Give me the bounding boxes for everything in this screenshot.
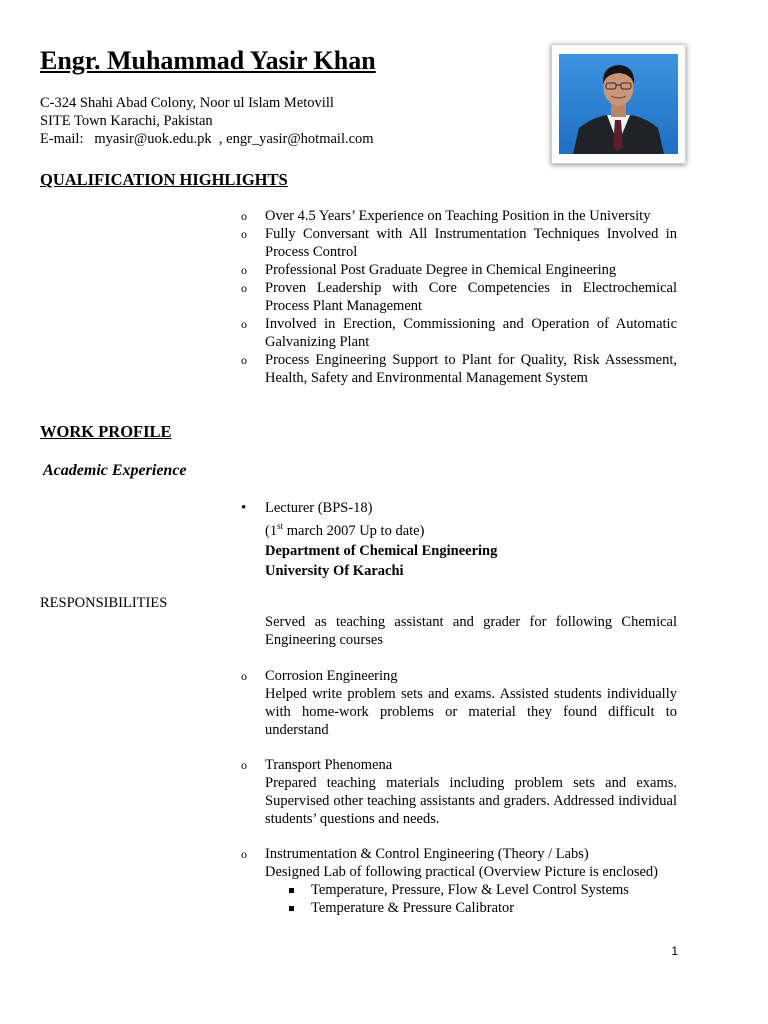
list-item: o Over 4.5 Years’ Experience on Teaching Position in the University [241, 208, 651, 224]
list-item: Temperature, Pressure, Flow & Level Control Systems [287, 881, 677, 899]
circle-bullet-icon: o [241, 317, 247, 331]
qualification-list [241, 207, 677, 387]
email-line [40, 130, 374, 148]
circle-bullet-icon: o [241, 353, 247, 367]
list-item [241, 499, 677, 580]
course-description: Prepared teaching materials including problem sets and exams. Supervised other teaching assistants and graders. Addressed individual students’ questions and needs. [265, 775, 677, 827]
position-dates: (1st march 2007 Up to date) [265, 521, 425, 539]
course-item [241, 845, 677, 917]
list-item: o Process Engineering Support to Plant for Quality, Risk Assessment, Health, Safety and Environmental Management System [241, 352, 677, 386]
email-addresses[interactable]: myasir@uok.edu.pk , engr_yasir@hotmail.com [94, 131, 374, 147]
list-item: o Professional Post Graduate Degree in Chemical Engineering [241, 262, 617, 278]
responsibilities-label: RESPONSIBILITIES [40, 595, 168, 611]
lab-list [241, 881, 677, 917]
page-number: 1 [671, 944, 678, 958]
profile-photo [551, 44, 686, 164]
circle-bullet-icon: o [241, 227, 247, 241]
candidate-name: Engr. Muhammad Yasir Khan [40, 46, 376, 75]
circle-bullet-icon: o [241, 758, 247, 772]
list-item: o Involved in Erection, Commissioning and Operation of Automatic Galvanizing Plant [241, 316, 677, 350]
position-list [241, 499, 677, 580]
list-item: o Fully Conversant with All Instrumentation Techniques Involved in Process Control [241, 226, 677, 260]
circle-bullet-icon: o [241, 669, 247, 683]
department-name: Department of Chemical Engineering [265, 542, 498, 559]
address-line-1: C-324 Shahi Abad Colony, Noor ul Islam Metovill [40, 95, 334, 111]
contact-block [40, 94, 374, 148]
university-name: University Of Karachi [265, 562, 404, 579]
circle-bullet-icon: o [241, 847, 247, 861]
address-line-2: SITE Town Karachi, Pakistan [40, 113, 213, 129]
course-item [241, 756, 677, 828]
disc-bullet-icon: • [241, 500, 247, 516]
course-description: Helped write problem sets and exams. Assisted students individually with home-work problems or material they found difficult to understand [265, 686, 677, 738]
email-label: E-mail: [40, 131, 84, 147]
course-title: Corrosion Engineering [265, 668, 398, 684]
work-profile-heading: WORK PROFILE [40, 422, 172, 441]
course-title: Transport Phenomena [265, 757, 393, 773]
circle-bullet-icon: o [241, 263, 247, 277]
course-title: Instrumentation & Control Engineering (Theory / Labs) [265, 846, 589, 862]
portrait-image [559, 54, 678, 154]
responsibilities-intro: Served as teaching assistant and grader for following Chemical Engineering courses [265, 614, 677, 648]
square-bullet-icon [289, 906, 294, 911]
position-title: Lecturer (BPS-18) [265, 500, 373, 516]
academic-experience-heading: Academic Experience [43, 462, 187, 479]
course-description: Designed Lab of following practical (Overview Picture is enclosed) [265, 864, 658, 880]
circle-bullet-icon: o [241, 209, 247, 223]
qualification-heading: QUALIFICATION HIGHLIGHTS [40, 170, 288, 189]
circle-bullet-icon: o [241, 281, 247, 295]
square-bullet-icon [289, 888, 294, 893]
course-item [241, 667, 677, 739]
list-item: o Proven Leadership with Core Competencies in Electrochemical Process Plant Management [241, 280, 677, 314]
list-item: Temperature & Pressure Calibrator [287, 899, 677, 917]
